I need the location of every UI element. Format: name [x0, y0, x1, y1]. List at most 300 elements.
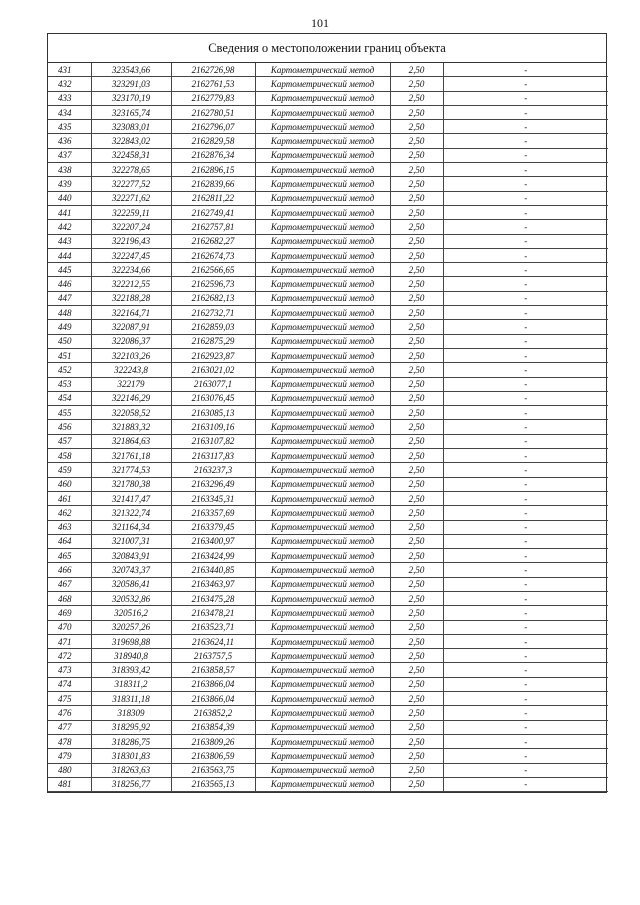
point-number-cell: 459 — [48, 463, 91, 477]
description-cell: - — [443, 777, 608, 791]
point-number-cell: 461 — [48, 491, 91, 505]
description-cell: - — [443, 205, 608, 219]
x-coordinate-cell: 320586,41 — [91, 577, 171, 591]
y-coordinate-cell: 2163357,69 — [171, 506, 255, 520]
accuracy-cell: 2,50 — [390, 634, 443, 648]
table-row — [48, 334, 608, 348]
method-cell: Картометрический метод — [255, 649, 390, 663]
y-coordinate-cell: 2163475,28 — [171, 591, 255, 605]
method-cell: Картометрический метод — [255, 191, 390, 205]
accuracy-cell: 2,50 — [390, 420, 443, 434]
method-cell: Картометрический метод — [255, 134, 390, 148]
x-coordinate-cell: 320516,2 — [91, 606, 171, 620]
y-coordinate-cell: 2163523,71 — [171, 620, 255, 634]
method-cell: Картометрический метод — [255, 377, 390, 391]
accuracy-cell: 2,50 — [390, 377, 443, 391]
description-cell: - — [443, 720, 608, 734]
y-coordinate-cell: 2162732,71 — [171, 306, 255, 320]
x-coordinate-cell: 318295,92 — [91, 720, 171, 734]
description-cell: - — [443, 620, 608, 634]
x-coordinate-cell: 322146,29 — [91, 391, 171, 405]
table-row — [48, 348, 608, 362]
method-cell: Картометрический метод — [255, 63, 390, 77]
x-coordinate-cell: 323165,74 — [91, 105, 171, 119]
accuracy-cell: 2,50 — [390, 406, 443, 420]
y-coordinate-cell: 2162761,53 — [171, 77, 255, 91]
accuracy-cell: 2,50 — [390, 205, 443, 219]
description-cell: - — [443, 506, 608, 520]
accuracy-cell: 2,50 — [390, 248, 443, 262]
y-coordinate-cell: 2163854,39 — [171, 720, 255, 734]
point-number-cell: 433 — [48, 91, 91, 105]
description-cell: - — [443, 348, 608, 362]
method-cell: Картометрический метод — [255, 534, 390, 548]
description-cell: - — [443, 749, 608, 763]
accuracy-cell: 2,50 — [390, 363, 443, 377]
method-cell: Картометрический метод — [255, 563, 390, 577]
table-row — [48, 463, 608, 477]
method-cell: Картометрический метод — [255, 463, 390, 477]
description-cell: - — [443, 191, 608, 205]
y-coordinate-cell: 2163379,45 — [171, 520, 255, 534]
method-cell: Картометрический метод — [255, 120, 390, 134]
description-cell: - — [443, 291, 608, 305]
accuracy-cell: 2,50 — [390, 91, 443, 105]
x-coordinate-cell: 318301,83 — [91, 749, 171, 763]
method-cell: Картометрический метод — [255, 277, 390, 291]
y-coordinate-cell: 2162674,73 — [171, 248, 255, 262]
accuracy-cell: 2,50 — [390, 720, 443, 734]
table-row — [48, 663, 608, 677]
y-coordinate-cell: 2163117,83 — [171, 449, 255, 463]
y-coordinate-cell: 2163866,04 — [171, 677, 255, 691]
accuracy-cell: 2,50 — [390, 763, 443, 777]
accuracy-cell: 2,50 — [390, 734, 443, 748]
coordinates-table-body — [48, 63, 608, 792]
x-coordinate-cell: 321007,31 — [91, 534, 171, 548]
x-coordinate-cell: 322277,52 — [91, 177, 171, 191]
x-coordinate-cell: 320257,26 — [91, 620, 171, 634]
point-number-cell: 464 — [48, 534, 91, 548]
y-coordinate-cell: 2163296,49 — [171, 477, 255, 491]
point-number-cell: 460 — [48, 477, 91, 491]
description-cell: - — [443, 734, 608, 748]
point-number-cell: 434 — [48, 105, 91, 119]
point-number-cell: 440 — [48, 191, 91, 205]
accuracy-cell: 2,50 — [390, 463, 443, 477]
y-coordinate-cell: 2163109,16 — [171, 420, 255, 434]
point-number-cell: 478 — [48, 734, 91, 748]
description-cell: - — [443, 491, 608, 505]
table-title: Сведения о местоположении границ объекта — [48, 34, 606, 63]
point-number-cell: 455 — [48, 406, 91, 420]
accuracy-cell: 2,50 — [390, 291, 443, 305]
point-number-cell: 468 — [48, 591, 91, 605]
x-coordinate-cell: 322458,31 — [91, 148, 171, 162]
y-coordinate-cell: 2162811,22 — [171, 191, 255, 205]
point-number-cell: 481 — [48, 777, 91, 791]
description-cell: - — [443, 263, 608, 277]
y-coordinate-cell: 2163563,75 — [171, 763, 255, 777]
method-cell: Картометрический метод — [255, 577, 390, 591]
accuracy-cell: 2,50 — [390, 649, 443, 663]
accuracy-cell: 2,50 — [390, 220, 443, 234]
accuracy-cell: 2,50 — [390, 692, 443, 706]
page-number: 101 — [311, 16, 329, 30]
y-coordinate-cell: 2163624,11 — [171, 634, 255, 648]
accuracy-cell: 2,50 — [390, 534, 443, 548]
x-coordinate-cell: 321761,18 — [91, 449, 171, 463]
y-coordinate-cell: 2162682,13 — [171, 291, 255, 305]
accuracy-cell: 2,50 — [390, 491, 443, 505]
y-coordinate-cell: 2163400,97 — [171, 534, 255, 548]
accuracy-cell: 2,50 — [390, 277, 443, 291]
table-row — [48, 191, 608, 205]
y-coordinate-cell: 2163077,1 — [171, 377, 255, 391]
method-cell: Картометрический метод — [255, 348, 390, 362]
point-number-cell: 444 — [48, 248, 91, 262]
method-cell: Картометрический метод — [255, 491, 390, 505]
y-coordinate-cell: 2163478,21 — [171, 606, 255, 620]
method-cell: Картометрический метод — [255, 734, 390, 748]
accuracy-cell: 2,50 — [390, 549, 443, 563]
x-coordinate-cell: 322058,52 — [91, 406, 171, 420]
point-number-cell: 446 — [48, 277, 91, 291]
method-cell: Картометрический метод — [255, 420, 390, 434]
description-cell: - — [443, 277, 608, 291]
description-cell: - — [443, 420, 608, 434]
description-cell: - — [443, 363, 608, 377]
y-coordinate-cell: 2162839,66 — [171, 177, 255, 191]
method-cell: Картометрический метод — [255, 77, 390, 91]
method-cell: Картометрический метод — [255, 291, 390, 305]
accuracy-cell: 2,50 — [390, 449, 443, 463]
y-coordinate-cell: 2162896,15 — [171, 163, 255, 177]
method-cell: Картометрический метод — [255, 363, 390, 377]
x-coordinate-cell: 320843,91 — [91, 549, 171, 563]
x-coordinate-cell: 322243,8 — [91, 363, 171, 377]
description-cell: - — [443, 377, 608, 391]
x-coordinate-cell: 321780,38 — [91, 477, 171, 491]
table-row — [48, 91, 608, 105]
y-coordinate-cell: 2162757,81 — [171, 220, 255, 234]
accuracy-cell: 2,50 — [390, 320, 443, 334]
point-number-cell: 471 — [48, 634, 91, 648]
method-cell: Картометрический метод — [255, 634, 390, 648]
x-coordinate-cell: 319698,88 — [91, 634, 171, 648]
y-coordinate-cell: 2163237,3 — [171, 463, 255, 477]
method-cell: Картометрический метод — [255, 248, 390, 262]
x-coordinate-cell: 318311,18 — [91, 692, 171, 706]
table-row — [48, 391, 608, 405]
table-row — [48, 148, 608, 162]
point-number-cell: 457 — [48, 434, 91, 448]
accuracy-cell: 2,50 — [390, 120, 443, 134]
method-cell: Картометрический метод — [255, 763, 390, 777]
accuracy-cell: 2,50 — [390, 506, 443, 520]
table-row — [48, 220, 608, 234]
description-cell: - — [443, 434, 608, 448]
accuracy-cell: 2,50 — [390, 677, 443, 691]
x-coordinate-cell: 322271,62 — [91, 191, 171, 205]
x-coordinate-cell: 322207,24 — [91, 220, 171, 234]
table-row — [48, 420, 608, 434]
method-cell: Картометрический метод — [255, 520, 390, 534]
point-number-cell: 448 — [48, 306, 91, 320]
x-coordinate-cell: 322087,91 — [91, 320, 171, 334]
point-number-cell: 435 — [48, 120, 91, 134]
table-row — [48, 248, 608, 262]
accuracy-cell: 2,50 — [390, 148, 443, 162]
description-cell: - — [443, 477, 608, 491]
point-number-cell: 473 — [48, 663, 91, 677]
y-coordinate-cell: 2162780,51 — [171, 105, 255, 119]
description-cell: - — [443, 634, 608, 648]
table-row — [48, 591, 608, 605]
description-cell: - — [443, 406, 608, 420]
x-coordinate-cell: 321864,63 — [91, 434, 171, 448]
point-number-cell: 458 — [48, 449, 91, 463]
point-number-cell: 462 — [48, 506, 91, 520]
point-number-cell: 450 — [48, 334, 91, 348]
y-coordinate-cell: 2162726,98 — [171, 63, 255, 77]
point-number-cell: 480 — [48, 763, 91, 777]
x-coordinate-cell: 322164,71 — [91, 306, 171, 320]
coordinates-table — [48, 63, 608, 792]
accuracy-cell: 2,50 — [390, 177, 443, 191]
x-coordinate-cell: 322086,37 — [91, 334, 171, 348]
y-coordinate-cell: 2162566,65 — [171, 263, 255, 277]
accuracy-cell: 2,50 — [390, 563, 443, 577]
point-number-cell: 467 — [48, 577, 91, 591]
accuracy-cell: 2,50 — [390, 749, 443, 763]
y-coordinate-cell: 2162796,07 — [171, 120, 255, 134]
description-cell: - — [443, 105, 608, 119]
x-coordinate-cell: 322212,55 — [91, 277, 171, 291]
x-coordinate-cell: 318940,8 — [91, 649, 171, 663]
x-coordinate-cell: 318311,2 — [91, 677, 171, 691]
accuracy-cell: 2,50 — [390, 263, 443, 277]
y-coordinate-cell: 2163852,2 — [171, 706, 255, 720]
method-cell: Картометрический метод — [255, 177, 390, 191]
method-cell: Картометрический метод — [255, 263, 390, 277]
method-cell: Картометрический метод — [255, 105, 390, 119]
description-cell: - — [443, 692, 608, 706]
y-coordinate-cell: 2163085,13 — [171, 406, 255, 420]
point-number-cell: 438 — [48, 163, 91, 177]
description-cell: - — [443, 77, 608, 91]
accuracy-cell: 2,50 — [390, 663, 443, 677]
y-coordinate-cell: 2162875,29 — [171, 334, 255, 348]
x-coordinate-cell: 320743,37 — [91, 563, 171, 577]
method-cell: Картометрический метод — [255, 148, 390, 162]
point-number-cell: 476 — [48, 706, 91, 720]
table-row — [48, 434, 608, 448]
description-cell: - — [443, 706, 608, 720]
description-cell: - — [443, 591, 608, 605]
y-coordinate-cell: 2162596,73 — [171, 277, 255, 291]
method-cell: Картометрический метод — [255, 720, 390, 734]
point-number-cell: 470 — [48, 620, 91, 634]
method-cell: Картометрический метод — [255, 620, 390, 634]
y-coordinate-cell: 2162923,87 — [171, 348, 255, 362]
description-cell: - — [443, 391, 608, 405]
y-coordinate-cell: 2163565,13 — [171, 777, 255, 791]
description-cell: - — [443, 606, 608, 620]
y-coordinate-cell: 2162779,83 — [171, 91, 255, 105]
x-coordinate-cell: 323543,66 — [91, 63, 171, 77]
method-cell: Картометрический метод — [255, 692, 390, 706]
method-cell: Картометрический метод — [255, 220, 390, 234]
y-coordinate-cell: 2162682,27 — [171, 234, 255, 248]
y-coordinate-cell: 2162859,03 — [171, 320, 255, 334]
table-row — [48, 320, 608, 334]
table-row — [48, 163, 608, 177]
y-coordinate-cell: 2163107,82 — [171, 434, 255, 448]
description-cell: - — [443, 563, 608, 577]
description-cell: - — [443, 320, 608, 334]
y-coordinate-cell: 2162876,34 — [171, 148, 255, 162]
table-row — [48, 449, 608, 463]
table-row — [48, 763, 608, 777]
point-number-cell: 463 — [48, 520, 91, 534]
point-number-cell: 443 — [48, 234, 91, 248]
table-row — [48, 63, 608, 77]
description-cell: - — [443, 234, 608, 248]
y-coordinate-cell: 2162829,58 — [171, 134, 255, 148]
table-row — [48, 706, 608, 720]
y-coordinate-cell: 2163866,04 — [171, 692, 255, 706]
table-row — [48, 606, 608, 620]
method-cell: Картометрический метод — [255, 306, 390, 320]
accuracy-cell: 2,50 — [390, 234, 443, 248]
accuracy-cell: 2,50 — [390, 63, 443, 77]
y-coordinate-cell: 2163757,5 — [171, 649, 255, 663]
table-row — [48, 291, 608, 305]
method-cell: Картометрический метод — [255, 591, 390, 605]
point-number-cell: 452 — [48, 363, 91, 377]
description-cell: - — [443, 134, 608, 148]
x-coordinate-cell: 318286,75 — [91, 734, 171, 748]
y-coordinate-cell: 2163440,85 — [171, 563, 255, 577]
method-cell: Картометрический метод — [255, 163, 390, 177]
point-number-cell: 447 — [48, 291, 91, 305]
table-row — [48, 120, 608, 134]
method-cell: Картометрический метод — [255, 549, 390, 563]
y-coordinate-cell: 2163463,97 — [171, 577, 255, 591]
description-cell: - — [443, 577, 608, 591]
y-coordinate-cell: 2163345,31 — [171, 491, 255, 505]
description-cell: - — [443, 306, 608, 320]
y-coordinate-cell: 2163809,26 — [171, 734, 255, 748]
accuracy-cell: 2,50 — [390, 306, 443, 320]
point-number-cell: 479 — [48, 749, 91, 763]
table-row — [48, 77, 608, 91]
point-number-cell: 432 — [48, 77, 91, 91]
table-row — [48, 177, 608, 191]
table-row — [48, 105, 608, 119]
point-number-cell: 437 — [48, 148, 91, 162]
x-coordinate-cell: 320532,86 — [91, 591, 171, 605]
point-number-cell: 451 — [48, 348, 91, 362]
method-cell: Картометрический метод — [255, 506, 390, 520]
description-cell: - — [443, 91, 608, 105]
description-cell: - — [443, 248, 608, 262]
method-cell: Картометрический метод — [255, 234, 390, 248]
description-cell: - — [443, 163, 608, 177]
point-number-cell: 456 — [48, 420, 91, 434]
table-row — [48, 692, 608, 706]
point-number-cell: 441 — [48, 205, 91, 219]
point-number-cell: 449 — [48, 320, 91, 334]
method-cell: Картометрический метод — [255, 677, 390, 691]
table-row — [48, 134, 608, 148]
point-number-cell: 469 — [48, 606, 91, 620]
accuracy-cell: 2,50 — [390, 777, 443, 791]
table-row — [48, 234, 608, 248]
x-coordinate-cell: 318393,42 — [91, 663, 171, 677]
description-cell: - — [443, 463, 608, 477]
method-cell: Картометрический метод — [255, 334, 390, 348]
method-cell: Картометрический метод — [255, 706, 390, 720]
accuracy-cell: 2,50 — [390, 591, 443, 605]
table-row — [48, 563, 608, 577]
accuracy-cell: 2,50 — [390, 163, 443, 177]
x-coordinate-cell: 321774,53 — [91, 463, 171, 477]
x-coordinate-cell: 322259,11 — [91, 205, 171, 219]
accuracy-cell: 2,50 — [390, 391, 443, 405]
table-row — [48, 549, 608, 563]
description-cell: - — [443, 220, 608, 234]
accuracy-cell: 2,50 — [390, 105, 443, 119]
description-cell: - — [443, 549, 608, 563]
description-cell: - — [443, 520, 608, 534]
table-row — [48, 677, 608, 691]
accuracy-cell: 2,50 — [390, 348, 443, 362]
point-number-cell: 442 — [48, 220, 91, 234]
x-coordinate-cell: 322234,66 — [91, 263, 171, 277]
x-coordinate-cell: 321164,34 — [91, 520, 171, 534]
table-row — [48, 406, 608, 420]
x-coordinate-cell: 318309 — [91, 706, 171, 720]
accuracy-cell: 2,50 — [390, 577, 443, 591]
x-coordinate-cell: 323291,03 — [91, 77, 171, 91]
description-cell: - — [443, 449, 608, 463]
table-row — [48, 649, 608, 663]
method-cell: Картометрический метод — [255, 749, 390, 763]
x-coordinate-cell: 322179 — [91, 377, 171, 391]
table-row — [48, 534, 608, 548]
x-coordinate-cell: 323083,01 — [91, 120, 171, 134]
y-coordinate-cell: 2163076,45 — [171, 391, 255, 405]
point-number-cell: 439 — [48, 177, 91, 191]
x-coordinate-cell: 318256,77 — [91, 777, 171, 791]
table-row — [48, 205, 608, 219]
table-row — [48, 520, 608, 534]
accuracy-cell: 2,50 — [390, 134, 443, 148]
x-coordinate-cell: 318263,63 — [91, 763, 171, 777]
point-number-cell: 466 — [48, 563, 91, 577]
x-coordinate-cell: 321883,32 — [91, 420, 171, 434]
point-number-cell: 445 — [48, 263, 91, 277]
x-coordinate-cell: 321417,47 — [91, 491, 171, 505]
accuracy-cell: 2,50 — [390, 334, 443, 348]
method-cell: Картометрический метод — [255, 434, 390, 448]
table-row — [48, 377, 608, 391]
boundary-table-sheet — [47, 33, 607, 793]
accuracy-cell: 2,50 — [390, 434, 443, 448]
method-cell: Картометрический метод — [255, 391, 390, 405]
